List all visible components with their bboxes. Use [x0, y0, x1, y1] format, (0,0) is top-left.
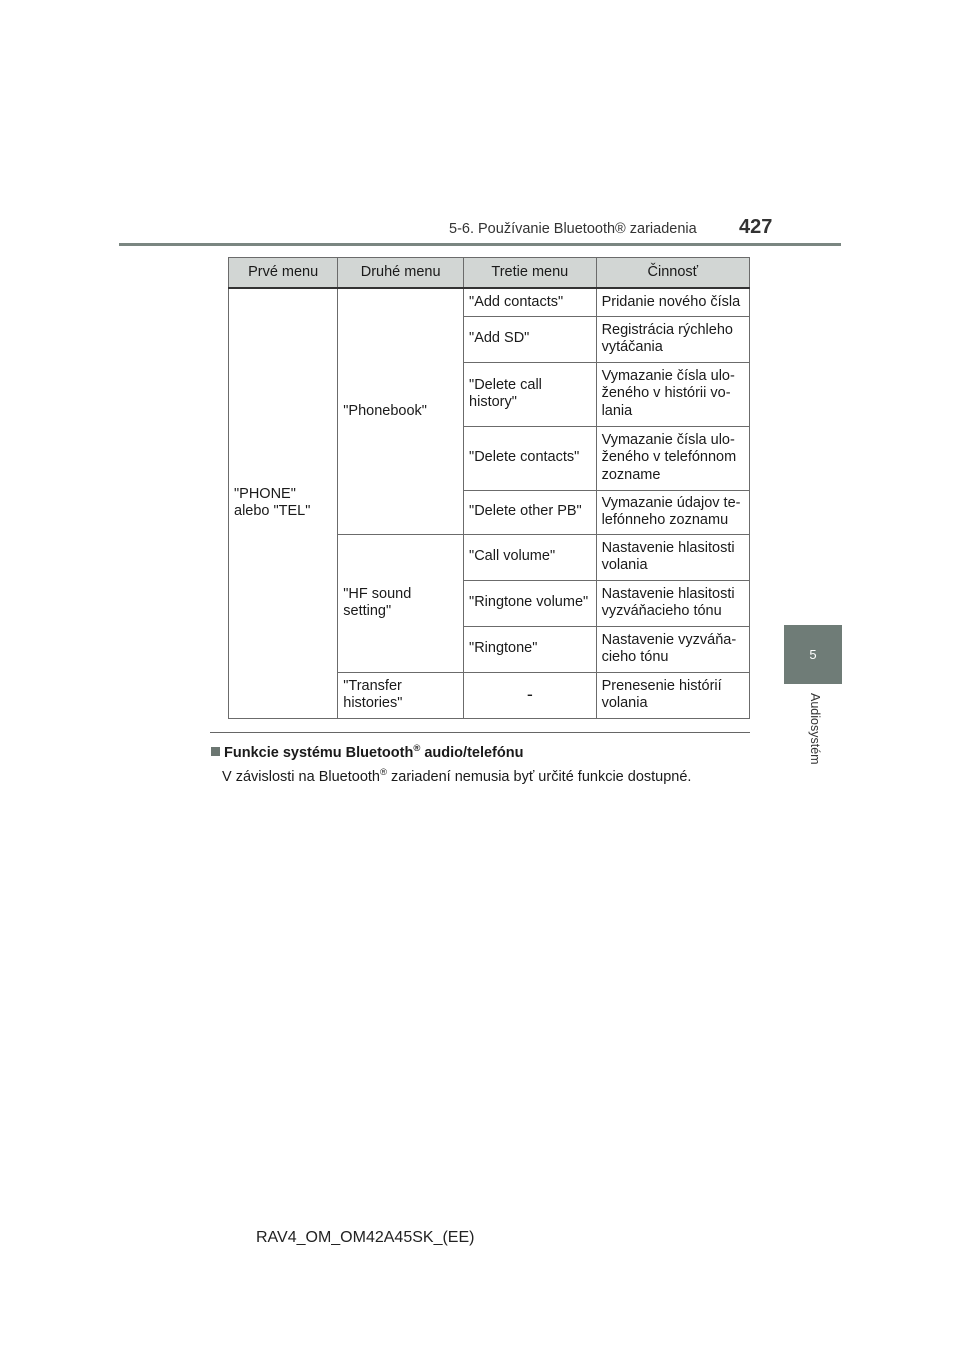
third-menu-cell: "Call volume"	[464, 534, 597, 580]
action-cell: Nastavenie vyzváňacieho tónu	[596, 626, 749, 672]
running-header-title: 5-6. Používanie Bluetooth® zariadenia	[449, 221, 697, 237]
info-section	[211, 739, 771, 787]
chapter-number: 5	[809, 647, 817, 662]
footer-document-code: RAV4_OM_OM42A45SK_(EE)	[256, 1229, 475, 1246]
action-cell: Nastavenie hlasitosti vyzváňacieho tónu	[596, 580, 749, 626]
first-menu-cell: "PHONE" alebo "TEL"	[229, 288, 338, 718]
menu-table	[228, 257, 750, 719]
header-divider	[119, 243, 841, 246]
second-menu-cell-hf-sound: "HF sound setting"	[338, 534, 464, 672]
third-menu-cell: "Delete contacts"	[464, 426, 597, 490]
third-menu-cell: "Ringtone volume"	[464, 580, 597, 626]
page-number: 427	[739, 216, 773, 238]
section-body-text-end: zariadení nemusia byť určité funkcie dostupné.	[386, 768, 692, 785]
third-menu-cell: "Delete call history"	[464, 362, 597, 426]
action-cell: Pridanie nového čísla	[596, 288, 749, 316]
action-cell: Vymazanie údajov telefónneho zoznamu	[596, 490, 749, 534]
column-header-third-menu: Tretie menu	[464, 258, 597, 289]
action-cell: Registrácia rýchleho vytáčania	[596, 316, 749, 362]
section-title-text-end: audio/telefónu	[420, 744, 524, 761]
section-body-text: V závislosti na Bluetooth	[222, 768, 380, 785]
registered-mark: ®	[413, 743, 421, 754]
section-body	[211, 763, 771, 787]
column-header-second-menu: Druhé menu	[338, 258, 464, 289]
section-title-text: Funkcie systému Bluetooth	[224, 744, 414, 761]
third-menu-cell: -	[464, 672, 597, 718]
table-row	[229, 288, 750, 316]
column-header-action: Činnosť	[596, 258, 749, 289]
third-menu-cell: "Delete other PB"	[464, 490, 597, 534]
table-header-row	[229, 258, 750, 289]
section-title	[211, 739, 771, 763]
chapter-label: Audiosystém	[808, 693, 822, 765]
action-cell: Vymazanie čísla uloženého v telefónnom zozname	[596, 426, 749, 490]
action-cell: Prenesenie histórií volania	[596, 672, 749, 718]
square-bullet-icon	[211, 747, 220, 756]
third-menu-cell: "Add contacts"	[464, 288, 597, 316]
action-cell: Vymazanie čísla uloženého v histórii volania	[596, 362, 749, 426]
third-menu-cell: "Add SD"	[464, 316, 597, 362]
registered-mark: ®	[379, 766, 387, 778]
third-menu-cell: "Ringtone"	[464, 626, 597, 672]
section-divider	[210, 732, 750, 733]
action-cell: Nastavenie hlasitosti volania	[596, 534, 749, 580]
second-menu-cell-phonebook: "Phonebook"	[338, 288, 464, 534]
second-menu-cell-transfer: "Transfer histories"	[338, 672, 464, 718]
chapter-tab	[784, 625, 842, 684]
column-header-first-menu: Prvé menu	[229, 258, 338, 289]
